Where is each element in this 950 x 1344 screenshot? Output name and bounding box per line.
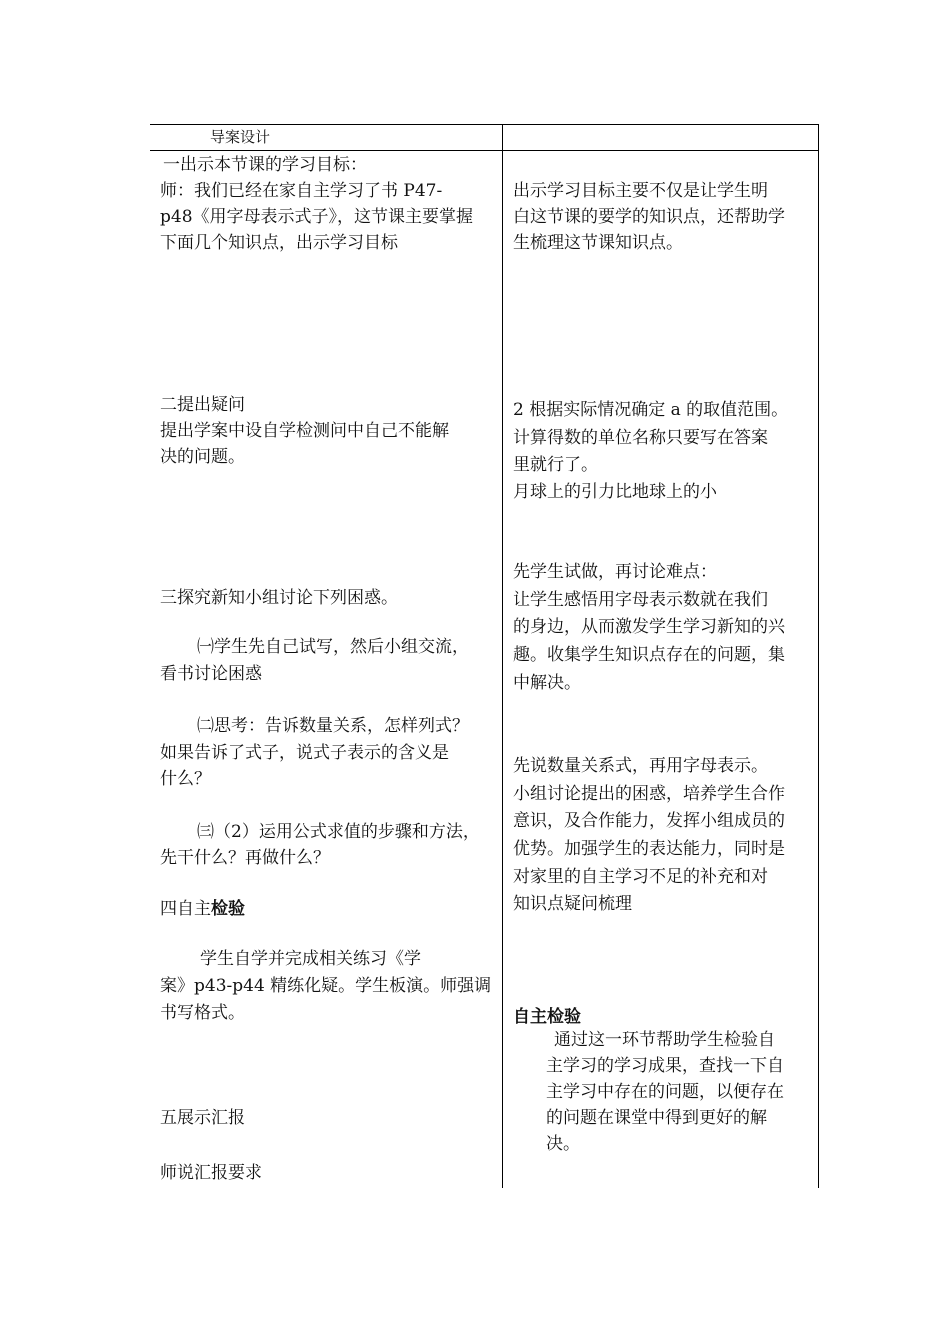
section-3b-line-1: ㈡思考：告诉数量关系，怎样列式？ [197, 716, 469, 736]
note-3-line-4: 趣。收集学生知识点存在的问题，集 [513, 645, 785, 665]
section-3a-line-2: 看书讨论困惑 [160, 664, 262, 684]
section-3b-line-2: 如果告诉了式子，说式子表示的含义是 [160, 743, 449, 763]
table-header-left: 导案设计 [210, 128, 271, 146]
section-1-line-3: 下面几个知识点，出示学习目标 [160, 233, 398, 253]
section-4-title-emphasis: 检验 [211, 899, 245, 919]
note-1-line-1: 出示学习目标主要不仅是让学生明 [513, 181, 768, 201]
note-4-line-5: 对家里的自主学习不足的补充和对 [513, 867, 768, 887]
note-3-line-2: 让学生感悟用字母表示数就在我们 [513, 590, 768, 610]
section-4-title [160, 896, 245, 922]
note-3-line-3: 的身边，从而激发学生学习新知的兴 [513, 617, 785, 637]
note-3-line-5: 中解决。 [513, 673, 581, 693]
section-3c-line-2: 先干什么？再做什么？ [160, 848, 330, 868]
section-1-line-2: p48《用字母表示式子》，这节课主要掌握 [160, 207, 474, 227]
note-5-title: 自主检验 [513, 1007, 581, 1027]
section-3b-line-3: 什么？ [160, 769, 211, 789]
section-1-title: 一出示本节课的学习目标： [163, 155, 367, 175]
note-4-line-1: 先说数量关系式，再用字母表示。 [513, 756, 768, 776]
table-column-divider [502, 124, 503, 1188]
note-4-line-6: 知识点疑问梳理 [513, 894, 632, 914]
section-4-line-2: 案》p43-p44 精练化疑。学生板演。师强调 [160, 976, 492, 996]
note-1-line-2: 白这节课的要学的知识点，还帮助学 [513, 207, 785, 227]
section-5-title: 五展示汇报 [160, 1108, 245, 1128]
note-2-line-4: 月球上的引力比地球上的小 [513, 482, 717, 502]
note-5-line-2: 主学习的学习成果，查找一下自 [546, 1056, 784, 1076]
note-4-line-2: 小组讨论提出的困惑，培养学生合作 [513, 784, 785, 804]
section-5-line-1: 师说汇报要求 [160, 1163, 262, 1183]
section-2-line-1: 提出学案中设自学检测问中自己不能解 [160, 421, 449, 441]
note-5-line-4: 的问题在课堂中得到更好的解 [546, 1108, 767, 1128]
note-5-line-1: 通过这一环节帮助学生检验自 [554, 1030, 775, 1050]
note-2-line-3: 里就行了。 [513, 455, 598, 475]
note-2-line-1: 2 根据实际情况确定 a 的取值范围。 [513, 400, 789, 420]
table-header-divider [150, 150, 819, 151]
section-4-line-3: 书写格式。 [160, 1003, 245, 1023]
note-2-line-2: 计算得数的单位名称只要写在答案 [513, 428, 768, 448]
section-3-title: 三探究新知小组讨论下列困惑。 [160, 588, 398, 608]
note-4-line-3: 意识，及合作能力，发挥小组成员的 [513, 811, 785, 831]
section-4-line-1: 学生自学并完成相关练习《学 [200, 949, 421, 969]
note-5-line-3: 主学习中存在的问题，以便存在 [546, 1082, 784, 1102]
section-2-title: 二提出疑问 [160, 395, 245, 415]
note-3-line-1: 先学生试做，再讨论难点： [513, 562, 717, 582]
note-5-line-5: 决。 [546, 1134, 580, 1154]
section-3a-line-1: ㈠学生先自己试写，然后小组交流， [197, 637, 469, 657]
section-1-line-1: 师：我们已经在家自主学习了书 P47- [160, 181, 443, 201]
section-4-title-prefix: 四自主 [160, 899, 211, 919]
section-3c-line-1: ㈢（2）运用公式求值的步骤和方法， [197, 822, 480, 842]
table-right-border [818, 124, 819, 1188]
note-1-line-3: 生梳理这节课知识点。 [513, 233, 683, 253]
note-4-line-4: 优势。加强学生的表达能力，同时是 [513, 839, 785, 859]
section-2-line-2: 决的问题。 [160, 447, 245, 467]
